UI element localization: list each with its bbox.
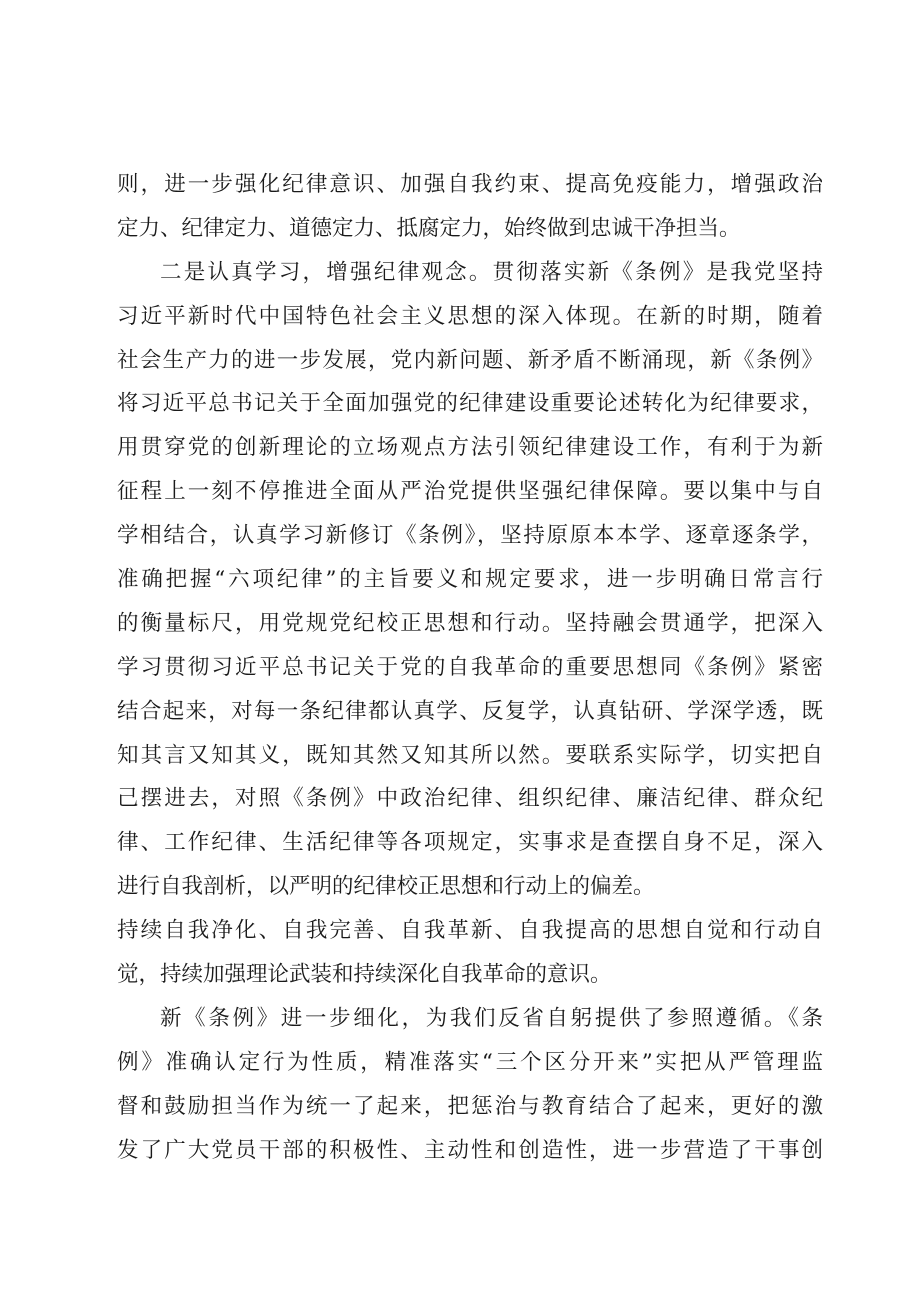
text-line: 将习近平总书记关于全面加强党的纪律建设重要论述转化为纪律要求， [117,391,823,417]
paragraph-new-regulations [117,997,823,1173]
text-line: 用贯穿党的创新理论的立场观点方法引领纪律建设工作，有利于为新 [117,435,823,461]
text-line: 征程上一刻不停推进全面从严治党提供坚强纪律保障。要以集中与自 [117,479,823,505]
text-line: 准确把握“六项纪律”的主旨要义和规定要求，进一步明确日常言行 [117,567,823,593]
text-line: 新《条例》进一步细化，为我们反省自躬提供了参照遵循。《条 [160,1005,823,1031]
text-line: 二是认真学习，增强纪律观念。贯彻落实新《条例》是我党坚持 [160,259,823,285]
paragraph-self-revolution [117,909,823,997]
text-line: 学习贯彻习近平总书记关于党的自我革命的重要思想同《条例》紧密 [117,654,823,680]
text-line: 知其言又知其义，既知其然又知其所以然。要联系实际学，切实把自 [117,742,823,768]
document-body [117,163,823,1172]
text-line: 例》准确认定行为性质，精准落实“三个区分开来”实把从严管理监 [117,1049,823,1075]
text-line: 习近平新时代中国特色社会主义思想的深入体现。在新的时期，随着 [117,303,823,329]
text-line: 律、工作纪律、生活纪律等各项规定，实事求是查摆自身不足，深入 [117,830,823,856]
text-line: 学相结合，认真学习新修订《条例》，坚持原原本本学、逐章逐条学， [117,523,823,549]
text-line: 则，进一步强化纪律意识、加强自我约束、提高免疫能力，增强政治 [117,172,823,197]
text-line: 督和鼓励担当作为统一了起来，把惩治与教育结合了起来，更好的激 [117,1093,823,1119]
paragraph-study-discipline [117,251,823,909]
text-line: 社会生产力的进一步发展，党内新问题、新矛盾不断涌现，新《条例》 [117,347,823,373]
text-line: 持续自我净化、自我完善、自我革新、自我提高的思想自觉和行动自 [117,918,823,944]
text-line: 结合起来，对每一条纪律都认真学、反复学，认真钻研、学深学透，既 [117,698,823,724]
text-line: 觉，持续加强理论武装和持续深化自我革命的意识。 [117,962,612,988]
paragraph-continuation [117,163,823,251]
text-line: 己摆进去，对照《条例》中政治纪律、组织纪律、廉洁纪律、群众纪 [117,786,823,812]
text-line: 发了广大党员干部的积极性、主动性和创造性，进一步营造了干事创 [117,1137,823,1163]
text-line: 进行自我剖析，以严明的纪律校正思想和行动上的偏差。 [117,874,655,900]
text-line: 的衡量标尺，用党规党纪校正思想和行动。坚持融会贯通学，把深入 [117,610,823,636]
text-line: 定力、纪律定力、道德定力、抵腐定力，始终做到忠诚干净担当。 [117,215,741,241]
